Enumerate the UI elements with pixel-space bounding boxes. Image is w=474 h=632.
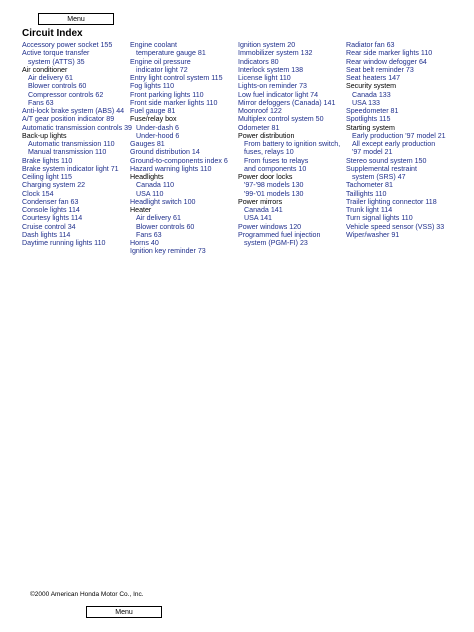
index-link[interactable]: Tachometer 81	[346, 181, 393, 190]
index-column-3	[238, 41, 348, 247]
index-category-heading: Security system	[346, 82, 397, 91]
index-link[interactable]: License light 110	[238, 74, 291, 82]
index-link[interactable]: Low fuel indicator light 74	[238, 90, 319, 99]
index-link[interactable]: Active torque transfer	[22, 49, 90, 58]
index-link[interactable]: Courtesy lights 114	[22, 214, 83, 223]
index-link[interactable]: Radiator fan 63	[346, 41, 395, 49]
index-link[interactable]: Blower controls 60	[28, 82, 87, 91]
index-link[interactable]: and components 10	[244, 164, 307, 173]
index-link[interactable]: A/T gear position indicator 89	[22, 115, 115, 124]
index-link[interactable]: Fog lights 110	[130, 82, 175, 91]
index-link[interactable]: Dash lights 114	[22, 230, 71, 239]
index-link[interactable]: Manual transmission 110	[28, 148, 107, 157]
index-link[interactable]: Turn signal lights 110	[346, 214, 413, 223]
index-link[interactable]: Air delivery 61	[136, 214, 181, 223]
index-link[interactable]: '97-'98 models 130	[244, 181, 304, 190]
index-link[interactable]: indicator light 72	[136, 65, 188, 74]
index-link[interactable]: Spotlights 115	[346, 115, 391, 124]
index-link[interactable]: Ground-to-components index 6	[130, 156, 228, 165]
index-link[interactable]: Automatic transmission 110	[28, 140, 115, 148]
index-link[interactable]: temperature gauge 81	[136, 49, 206, 58]
index-link[interactable]: Cruise control 34	[22, 222, 76, 231]
index-link[interactable]: Fans 63	[136, 230, 162, 239]
index-link[interactable]: Engine oil pressure	[130, 57, 191, 66]
menu-button-top[interactable]: Menu	[38, 13, 114, 25]
index-link[interactable]: Accessory power socket 155	[22, 41, 113, 49]
index-link[interactable]: fuses, relays 10	[244, 148, 294, 157]
index-link[interactable]: Fuel gauge 81	[130, 107, 176, 115]
index-link[interactable]: Under-hood 6	[136, 131, 180, 140]
index-link[interactable]: Taillights 110	[346, 189, 387, 198]
index-link[interactable]: Clock 154	[22, 189, 54, 198]
index-category-heading: Fuse/relay box	[130, 115, 177, 124]
index-category-heading: Air conditioner	[22, 65, 68, 74]
index-link[interactable]: From fuses to relays	[244, 156, 309, 165]
index-column-2	[130, 41, 240, 256]
index-link[interactable]: '99-'01 models 130	[244, 189, 304, 198]
index-link[interactable]: Seat heaters 147	[346, 74, 401, 82]
index-link[interactable]: Wiper/washer 91	[346, 230, 400, 239]
index-link[interactable]: Mirror defoggers (Canada) 141	[238, 98, 336, 107]
index-link[interactable]: Vehicle speed sensor (VSS) 33	[346, 222, 445, 231]
index-link[interactable]: Ceiling light 115	[22, 173, 72, 181]
index-link[interactable]: Trailer lighting connector 118	[346, 197, 437, 206]
index-link[interactable]: Early production '97 model 21	[352, 131, 446, 140]
index-link[interactable]: Speedometer 81	[346, 107, 399, 115]
index-link[interactable]: Air delivery 61	[28, 74, 73, 82]
page-title: Circuit Index	[22, 28, 83, 39]
index-link[interactable]: Rear side marker lights 110	[346, 49, 433, 58]
index-link[interactable]: All except early production	[352, 140, 436, 148]
copyright-footer: ©2000 American Honda Motor Co., Inc.	[30, 591, 144, 598]
index-link[interactable]: Canada 133	[352, 90, 391, 99]
index-link[interactable]: Horns 40	[130, 239, 159, 247]
index-link[interactable]: Engine coolant	[130, 41, 177, 49]
index-link[interactable]: Supplemental restraint	[346, 164, 417, 173]
index-link[interactable]: Hazard warning lights 110	[130, 164, 212, 173]
index-category-heading: Back-up lights	[22, 131, 67, 140]
index-link[interactable]: USA 110	[136, 189, 164, 198]
index-link[interactable]: Programmed fuel injection	[238, 230, 321, 239]
index-link[interactable]: From battery to ignition switch,	[244, 140, 341, 148]
index-link[interactable]: Moonroof 122	[238, 107, 282, 115]
index-link[interactable]: Charging system 22	[22, 181, 86, 190]
menu-button-bottom[interactable]: Menu	[86, 606, 162, 618]
index-link[interactable]: Condenser fan 63	[22, 197, 79, 206]
index-link[interactable]: Odometer 81	[238, 123, 280, 132]
index-link[interactable]: Stereo sound system 150	[346, 156, 427, 165]
index-link[interactable]: Multiplex control system 50	[238, 115, 324, 124]
index-category-heading: Heater	[130, 206, 152, 214]
index-link[interactable]: USA 133	[352, 98, 381, 107]
index-link[interactable]: Anti-lock brake system (ABS) 44	[22, 107, 125, 115]
index-link[interactable]: Seat belt reminder 73	[346, 65, 414, 74]
index-link[interactable]: Front side marker lights 110	[130, 98, 218, 107]
index-link[interactable]: Headlight switch 100	[130, 197, 196, 206]
index-link[interactable]: Interlock system 138	[238, 65, 304, 74]
index-link[interactable]: Power windows 120	[238, 222, 302, 231]
index-category-heading: Starting system	[346, 123, 395, 132]
index-link[interactable]: Blower controls 60	[136, 222, 195, 231]
index-link[interactable]: Brake lights 110	[22, 156, 73, 165]
index-link[interactable]: Ignition system 20	[238, 41, 296, 49]
index-link[interactable]: system (SRS) 47	[352, 173, 406, 181]
index-link[interactable]: Canada 141	[244, 206, 283, 214]
index-link[interactable]: Front parking lights 110	[130, 90, 204, 99]
index-link[interactable]: Lights-on reminder 73	[238, 82, 308, 91]
index-category-heading: Headlights	[130, 173, 164, 181]
index-link[interactable]: Entry light control system 115	[130, 74, 223, 82]
index-link[interactable]: Fans 63	[28, 98, 54, 107]
index-column-4	[346, 41, 456, 239]
index-link[interactable]: Canada 110	[136, 181, 175, 190]
index-link[interactable]: system (ATTS) 35	[28, 57, 85, 66]
index-link[interactable]: Ignition key reminder 73	[130, 247, 206, 256]
index-column-1	[22, 41, 132, 247]
index-link[interactable]: Daytime running lights 110	[22, 239, 106, 247]
index-link[interactable]: Under-dash 6	[136, 123, 179, 132]
index-link[interactable]: USA 141	[244, 214, 273, 223]
index-link[interactable]: Gauges 81	[130, 140, 165, 148]
index-link[interactable]: Console lights 114	[22, 206, 80, 214]
index-category-heading: Power distribution	[238, 131, 295, 140]
index-link[interactable]: Trunk light 114	[346, 206, 393, 214]
index-category-heading: Power mirrors	[238, 197, 283, 206]
index-link[interactable]: Brake system indicator light 71	[22, 164, 119, 173]
index-category-heading: Power door locks	[238, 173, 293, 181]
index-link[interactable]: Ground distribution 14	[130, 148, 200, 157]
index-link[interactable]: Indicators 80	[238, 57, 279, 66]
index-link[interactable]: system (PGM-FI) 23	[244, 239, 308, 247]
index-link[interactable]: '97 model 21	[352, 148, 393, 157]
index-link[interactable]: Compressor controls 62	[28, 90, 104, 99]
index-link[interactable]: Immobilizer system 132	[238, 49, 313, 58]
index-link[interactable]: Rear window defogger 64	[346, 57, 427, 66]
index-link[interactable]: Automatic transmission controls 39	[22, 123, 132, 132]
